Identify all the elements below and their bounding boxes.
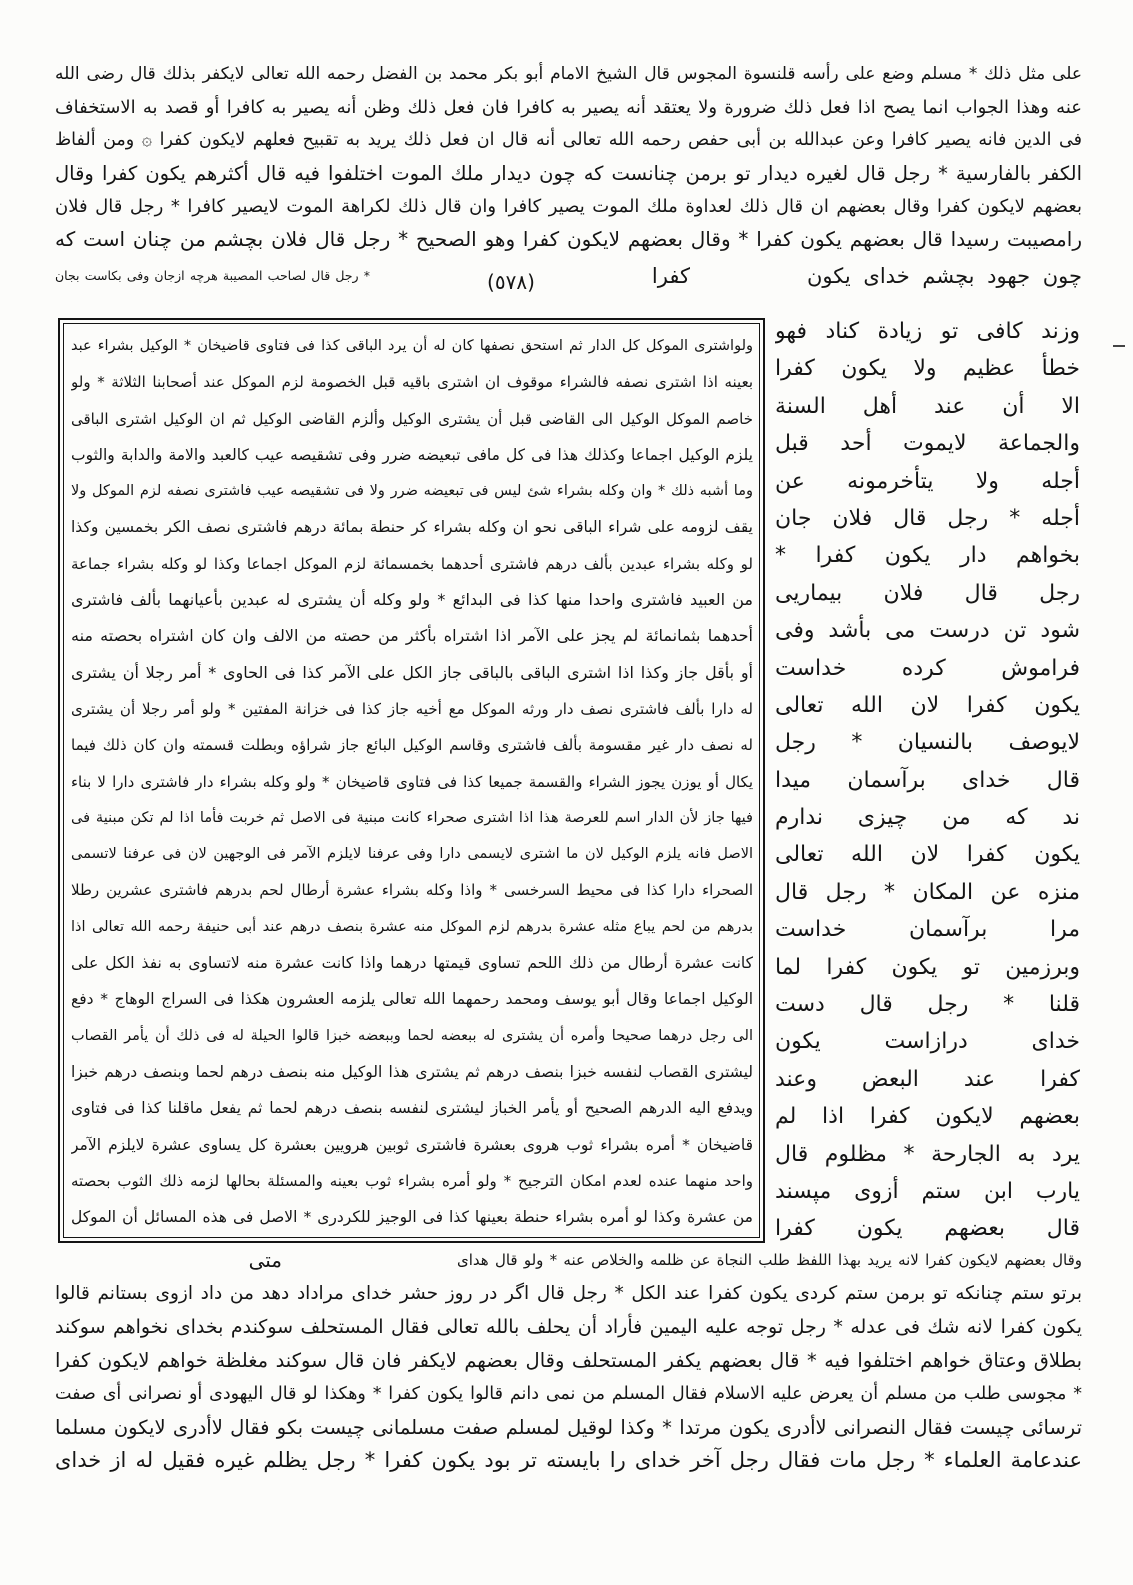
main-text-line: قاضيخان * أمره بشراء ثوب هروى بعشرة فاشترى ثوبين هرويين بعشرة كل يساوى عشرة لايلزم الآمر xyxy=(71,1135,753,1154)
side-margin-line: أجله ولا يتأخرمونه عن xyxy=(775,468,1080,494)
side-margin-line: يرد به الجارحة * مظلوم قال xyxy=(775,1141,1080,1167)
side-margin-line: خداى درازاست يكون xyxy=(775,1029,1080,1055)
main-text-line: ولواشترى الموكل كل الدار ثم استحق نصفها كان له أن يرد الباقى كذا فى فتاوى قاضيخان * الوكيل بشراء عبد xyxy=(71,338,753,354)
side-margin-line: قال خداى برآسمان ميدا xyxy=(775,767,1080,793)
side-margin-column xyxy=(775,313,1080,1248)
side-margin-line: وبرزمين تو يكون كفرا لما xyxy=(775,954,1080,980)
side-margin-line: فراموش كرده خداست xyxy=(775,655,1080,681)
side-margin-line: قلنا * رجل قال دست xyxy=(775,992,1080,1018)
main-text-line: خاصم الموكل الوكيل الى القاضى قبل أن يشترى الوكيل وألزم القاضى الوكيل ثم ان الوكيل اشترى الباقى xyxy=(71,409,753,428)
side-margin-line: شود تن درست مى بأشد وفى xyxy=(775,618,1080,644)
top-margin-lines xyxy=(55,58,1082,256)
side-margin-line: خطأ عظيم ولا يكون كفرا xyxy=(775,356,1080,382)
margin-note-word: متى xyxy=(248,1248,282,1272)
bottom-margin-line: يكون كفرا لانه شك فى عدله * رجل توجه عليه اليمين فأراد أن يحلف بالله تعالى فقال المستحلف سوكندم بخداى نخواهم سوكند xyxy=(55,1315,1082,1338)
side-margin-line: قال بعضهم يكون كفرا xyxy=(775,1216,1080,1242)
main-text-line: له نصف دار غير مقسومة بألف فاشترى وقاسم الوكيل البائع جاز شراؤه وبطلت قسمته وان كان ذلك فيما xyxy=(71,736,753,755)
side-margin-line: يكون كفرا لان الله تعالى xyxy=(775,842,1080,868)
main-text-line: كانت عشرة أرطال من ذلك اللحم تساوى قيمتها درهما واذا كانت عشرة منه لاتساوى به نفذ الكل على xyxy=(71,954,753,973)
main-text-line: ويدفع اليه الدرهم الصحيح أو يأمر الخباز ليشترى لنفسه بنصف درهم لحما ثم يفعل ماقلنا كذا فى فتاوى xyxy=(71,1099,753,1118)
side-margin-line: بخواهم دار يكون كفرا * xyxy=(775,543,1080,569)
top-margin-line-segment: چون جهود بچشم خداى يكون xyxy=(807,264,1082,288)
side-margin-line: منزه عن المكان * رجل قال xyxy=(775,879,1080,905)
main-text-line: له دارا بألف فاشترى نصف دار ورثه الموكل مع أخيه جاز كذا فى خزانة المفتين * ولو أمر رجلا أن يشترى xyxy=(71,699,753,718)
top-margin-text xyxy=(55,58,1082,296)
side-margin-line: مرا برآسمان خداست xyxy=(775,917,1080,943)
side-margin-line: وزند كافى تو زيادة كناد فهو xyxy=(775,319,1080,344)
side-margin-line: يكون كفرا لان الله تعالى xyxy=(775,692,1080,718)
top-margin-line: فى الدين فانه يصير كافرا وعن عبدالله بن أبى حفص رحمه الله تعالى أنه قال ان فعل ذلك يريد به تقبيح فعلهم لايكون كفرا ۞ ومن ألفاظ xyxy=(55,130,1082,150)
side-margin-line: الا أن عند أهل السنة xyxy=(775,393,1080,419)
main-text-line: أو بأقل جاز وكذا اذا اشترى الباقى بالباقى جاز الكل على الآمر كذا فى الحاوى * أمر رجلا أن يشترى xyxy=(71,662,753,682)
top-margin-line: الكفر بالفارسية * رجل قال لغيره ديدار تو برمن چنانست كه چون ديدار ملك الموت اختلفوا فيه قال أكثرهم يكون كفرا وقال xyxy=(55,162,1082,185)
main-text-line: الى رجل درهما صحيحا وأمره أن يشترى له ببعضه لحما وببعضه خبزا قالوا الحيلة له فى ذلك أن يأمر القصاب xyxy=(71,1027,753,1044)
scan-mark xyxy=(1113,345,1125,347)
main-text-line: وما أشبه ذلك * وان وكله بشراء شئ ليس فى تبعيضه ضرر ولا فى تشقيصه عيب فاشترى نصفه لزم الموكل ولا xyxy=(71,483,753,500)
top-margin-line-word: كفرا xyxy=(651,264,690,288)
main-text-line: الاصل فانه يلزم الوكيل لان ما اشترى لايسمى دارا وفى عرفنا لايلزم الآمر فى الوجهين لان فى عرفنا لاتسمى xyxy=(71,846,753,863)
bottom-margin-lines xyxy=(55,1277,1082,1477)
main-text-line: يكال أو يوزن يجوز الشراء والقسمة جميعا كذا فى فتاوى قاضيخان * ولو وكله بشراء دار فاشترى دارا لا بناء xyxy=(71,772,753,791)
side-margin-line: يارب ابن ستم أزوى مپسند xyxy=(775,1178,1080,1204)
page-number: (٥٧٨) xyxy=(487,270,535,294)
top-margin-last-line xyxy=(55,256,1082,296)
main-text-line: الوكيل اجماعا وقال أبو يوسف ومحمد رحمهما الله تعالى يلزمه العشرون هكذا فى السراج الوهاج * دفع xyxy=(71,990,753,1009)
main-text-line: من عشرة وكذا لو أمره بشراء حنطة بعينها كذا فى الوجيز للكردرى * الاصل فى هذه المسائل أن الموكل xyxy=(71,1208,753,1227)
bottom-margin-text xyxy=(55,1244,1082,1478)
side-margin-line: أجله * رجل قال فلان جان xyxy=(775,505,1080,531)
side-margin-line: ند كه من چيزى ندارم xyxy=(775,805,1080,831)
side-margin-line: بعضهم لايكون كفرا اذا لم xyxy=(775,1104,1080,1130)
top-margin-line: على مثل ذلك * مسلم وضع على رأسه قلنسوة المجوس قال الشيخ الامام أبو بكر محمد بن الفضل رحمه الله تعالى لايكفر بذلك قال رضى الله xyxy=(55,64,1082,84)
main-text-lines xyxy=(71,328,753,1235)
main-text-line: لو وكله بشراء عبدين بألف درهم فاشترى أحدهما بخمسمائة لزم الموكل اجماعا وكذا لو وكله بشراء جماعة xyxy=(71,554,753,573)
bottom-margin-line: عندعامة العلماء * رجل مات فقال رجل آخر خداى را بايسته تر بود يكون كفرا * رجل يظلم غيره فقيل له از خداى xyxy=(55,1448,1082,1473)
main-text-line: من العبيد فاشترى واحدا منها كذا فى البدائع * ولو وكله أن يشترى له عبدين بأعيانهما بألف فاشترى xyxy=(71,590,753,610)
main-text-line: بعينه اذا اشترى نصفه فالشراء موقوف ان اشترى باقيه قبل الخصومة لزم الموكل عند أصحابنا الثلاثة * ولو xyxy=(71,373,753,392)
side-margin-line: رجل قال فلان بيماريى xyxy=(775,580,1080,606)
bottom-margin-line: ترسائى چيست فقال النصرانى لاأدرى يكون مرتدا * وكذا لوقيل لمسلم صفت مسلمانى چيست بكو فقال لاأدرى لايكون مسلما xyxy=(55,1415,1082,1439)
bottom-margin-line: برتو ستم چنانكه تو برمن ستم كردى يكون كفرا عند الكل * رجل قال اگر در روز حشر خداى مراداد دهد من داد ازوى بستانم قالوا xyxy=(55,1283,1082,1305)
main-text-line: بدرهم من لحم يباع مثله عشرة بدرهم لزم الموكل منه عشرة بنصف درهم عند أبى حنيفة رحمه الله تعالى اذا xyxy=(71,918,753,935)
main-text-frame xyxy=(58,318,765,1243)
main-text-line: الصحراء دارا كذا فى محيط السرخسى * واذا وكله بشراء عشرة أرطال لحم بدرهم فاشترى عشرين رطلا xyxy=(71,881,753,900)
main-text-line: يقف لزومه على شراء الباقى نحو ان وكله بشراء كر حنطة بمائة درهم فاشترى نصف الكر بخمسين وكذا xyxy=(71,518,753,537)
bottom-margin-line: وقال بعضهم لايكون كفرا لانه يريد بهذا اللفظ طلب النجاة عن ظلمه والخلاص عنه * ولو قال هداى xyxy=(457,1251,1082,1269)
top-margin-line: رامصيبت رسيدا قال بعضهم يكون كفرا * وقال بعضهم لايكون كفرا وهو الصحيح * رجل قال فلان بچشم من چنان است كه xyxy=(55,227,1082,251)
main-text-line: فيها جاز لأن الدار اسم للعرصة هذا اذا اشترى صحراء كانت مبنية فى الاصل ثم خربت فأما اذا لم تكن مبنية فى xyxy=(71,809,753,826)
top-margin-line: بعضهم لايكون كفرا وقال بعضهم ان قال ذلك لعداوة ملك الموت يصير كافرا وان قال ذلك لكراهة الموت لايصير كافرا * رجل قال فلان xyxy=(55,196,1082,217)
side-margin-line: والجماعة لايموت أحد قبل xyxy=(775,431,1080,457)
top-margin-line: عنه وهذا الجواب انما يصح اذا فعل ذلك ضرورة ولا يعتقد أنه يصير به كافرا فان فعل ذلك وظن أنه يصير به كافرا أو قصد به الاستخفاف xyxy=(55,97,1082,118)
bottom-margin-line: * مجوسى طلب من مسلم أن يعرض عليه الاسلام فقال المسلم من نمى دانم قالوا يكون كفرا * وهكذا لو قال اليهودى أو نصرانى أى صفت xyxy=(55,1383,1082,1404)
bottom-margin-first-line xyxy=(55,1244,1082,1277)
main-text-line: واحد منهما عنده لعدم امكان الترجيح * ولو أمره بشراء ثوب بعينه والمسئلة بحالها لزمه ذلك الثوب بحصته xyxy=(71,1171,753,1190)
side-margin-line: كفرا عند البعض وعند xyxy=(775,1066,1080,1092)
top-margin-line-segment: * رجل قال لصاحب المصيبة هرچه ازجان وفى بكاست بجان xyxy=(55,268,370,283)
main-text-line: يلزم الوكيل اجماعا وكذلك هذا فى كل مافى تبعيضه ضرر وفى تشقيصه عيب كالعبد والامة والدابة والثوب xyxy=(71,445,753,464)
main-text-line: أحدهما بثمانمائة لم يجز على الآمر اذا اشتراه بأكثر من حصته من الالف وان كان اشتراه بحصته منه xyxy=(71,626,753,646)
bottom-margin-line: بطلاق وعتاق خواهم اختلفوا فيه * قال بعضهم يكفر المستحلف وقال بعضهم لايكفر فان قال سوكند مغلظة خواهم لايكون كفرا xyxy=(55,1349,1082,1373)
main-text-line: ليشترى القصاب لنفسه خبزا بنصف درهم ثم يشترى هذا الوكيل منه بنصف درهم لحما وبنصف درهم خبزا xyxy=(71,1062,753,1081)
side-margin-line: لايوصف بالنسيان * رجل xyxy=(775,730,1080,756)
